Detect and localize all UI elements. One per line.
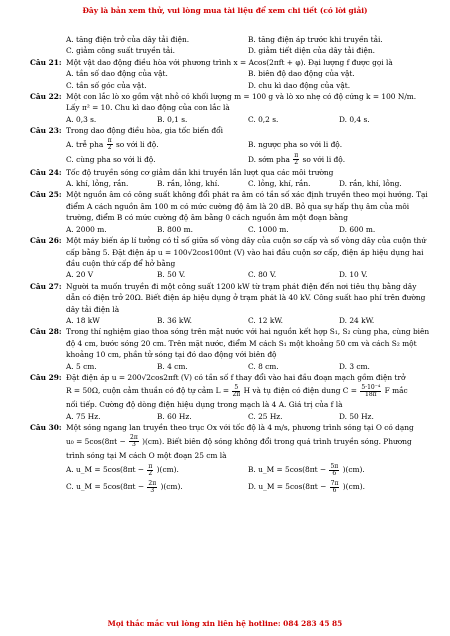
option-b: B. ngược pha so với li độ. <box>248 139 343 149</box>
option-d: D. 10 V. <box>339 270 368 280</box>
question-number: Câu 25: <box>30 190 62 200</box>
option-b: B. 4 cm. <box>157 361 188 371</box>
option-c: C. cùng pha so với li độ. <box>66 154 156 164</box>
prev-option-c: C. giảm công suất truyền tải. <box>66 46 175 56</box>
inductance-fraction: $\frac{5}{2\pi}$ <box>232 383 241 398</box>
option-d: D. 3 cm. <box>339 361 370 371</box>
option-a: A. 0,3 s. <box>66 114 97 124</box>
fraction: $\frac{\pi}{2}$ <box>294 152 299 167</box>
option-d: D. chu kì dao động của vật. <box>248 80 351 90</box>
q21-options-row2 <box>66 80 430 91</box>
question-text: Một nguồn âm có công suất không đổi phát ra âm có tần số xác định truyền theo mọi hướng. Tại điểm A cách nguồn âm 100 m có mức cường độ âm là 20 dB. Bỏ qua sự hấp thụ âm của môi trường, điểm B có mức cường độ âm bằng 0 cách nguồn âm một đoạn bằng <box>66 190 428 223</box>
q26-options <box>66 269 430 280</box>
question-text-line3: trình sóng tại M cách O một đoạn 25 cm là <box>66 450 227 460</box>
option-c: C. 0,2 s. <box>248 114 279 124</box>
banner-top: Đây là bản xem thử, vui lòng mua tài liệu để xem chi tiết (có lời giải) <box>82 6 368 15</box>
question-number: Câu 27: <box>30 281 62 291</box>
option-a: A. 20 V <box>66 270 94 280</box>
question-21 <box>30 57 430 68</box>
q30-options-row2 <box>66 478 430 495</box>
question-number: Câu 30: <box>30 423 62 433</box>
option-d: D. u_M = 5cos(8πt − $\frac{7\pi}{6}$ )(cm). <box>248 479 365 494</box>
question-27 <box>30 281 430 315</box>
option-a: A. tần số dao động của vật. <box>66 69 168 79</box>
q23-options-row1 <box>66 137 430 152</box>
fraction: $\frac{5\pi}{6}$ <box>330 462 339 477</box>
option-c: C. 8 cm. <box>248 361 279 371</box>
q27-options <box>66 315 430 326</box>
q21-options-row1 <box>66 68 430 79</box>
option-a: A. 75 Hz. <box>66 411 101 421</box>
banner-bottom: Mọi thắc mắc vui lòng xin liên hệ hotline: 084 283 45 85 <box>107 619 343 628</box>
option-a: A. 2000 m. <box>66 224 107 234</box>
option-d: D. sớm pha $\frac{\pi}{2}$ so với li độ. <box>248 152 346 167</box>
prev-options-row1 <box>66 34 430 45</box>
prev-options-row2 <box>66 45 430 56</box>
question-25 <box>30 189 430 223</box>
question-28 <box>30 326 430 360</box>
option-c: C. tần số góc của vật. <box>66 80 147 90</box>
q29-options <box>66 411 430 422</box>
question-text: Một vật dao động điều hòa với phương trình x = Acos(2πft + φ). Đại lượng f được gọi là <box>66 57 393 67</box>
capacitance-fraction: $\frac{\text{5·10⁻⁴}}{18\pi}$ <box>361 383 381 398</box>
question-number: Câu 23: <box>30 126 62 136</box>
question-number: Câu 21: <box>30 57 62 67</box>
option-c: C. 12 kW. <box>248 315 283 325</box>
option-d: D. 50 Hz. <box>339 411 374 421</box>
question-number: Câu 29: <box>30 372 62 382</box>
question-text: Tốc độ truyền sóng cơ giảm dần khi truyền lần lượt qua các môi trường <box>66 167 334 177</box>
option-b: B. biên độ dao động của vật. <box>248 69 355 79</box>
question-number: Câu 24: <box>30 167 62 177</box>
option-d: D. 24 kW. <box>339 315 375 325</box>
question-text-line3: nối tiếp. Cường độ dòng điện hiệu dụng trong mạch là 4 A. Giá trị của f là <box>66 400 343 410</box>
option-a: A. 18 kW <box>66 315 100 325</box>
q25-options <box>66 224 430 235</box>
option-c: C. 80 V. <box>248 270 277 280</box>
option-b: B. 0,1 s. <box>157 114 188 124</box>
option-c: C. 1000 m. <box>248 224 289 234</box>
option-c: C. 25 Hz. <box>248 411 283 421</box>
option-a: A. u_M = 5cos(8πt − $\frac{\pi}{2}$ )(cm). <box>66 462 179 477</box>
question-text-line1: Một sóng ngang lan truyền theo trục Ox với tốc độ là 4 m/s, phương trình sóng tại O có dạng <box>66 423 414 433</box>
fraction: $\frac{7\pi}{6}$ <box>330 479 339 494</box>
question-22 <box>30 91 430 114</box>
q30-options-row1 <box>66 461 430 478</box>
option-b: B. 36 kW. <box>157 315 193 325</box>
question-number: Câu 22: <box>30 92 62 102</box>
q23-options-row2 <box>66 152 430 167</box>
option-c: C. lỏng, khí, rắn. <box>248 179 311 189</box>
question-29 <box>30 372 430 383</box>
option-d: D. 0,4 s. <box>339 114 370 124</box>
question-text-line2: u₀ = 5cos(8πt − $\frac{2\pi}{3}$ )(cm). Biết biên độ sóng không đổi trong quá trình truyền sóng. Phương <box>66 434 412 449</box>
option-d: D. 600 m. <box>339 224 376 234</box>
phase-fraction: $\frac{2\pi}{3}$ <box>130 434 138 449</box>
question-text: Trong thí nghiệm giao thoa sóng trên mặt nước với hai nguồn kết hợp S₁, S₂ cùng pha, cùng biên độ 4 cm, bước sóng 20 cm. Trên mặt nước, điểm M cách S₁ một khoảng 50 cm và cách S₂ một khoảng 10 cm, phần tử sóng tại đó dao động với biên độ <box>66 327 430 360</box>
option-d: D. rắn, khí, lỏng. <box>339 179 402 189</box>
q22-options <box>66 114 430 125</box>
fraction: $\frac{\pi}{2}$ <box>148 462 153 477</box>
option-b: B. 60 Hz. <box>157 411 192 421</box>
fraction: $\frac{2\pi}{3}$ <box>148 479 157 494</box>
option-b: B. rắn, lỏng, khí. <box>157 179 220 189</box>
question-text-line2: R = 50Ω, cuộn cảm thuần có độ tự cảm L = $\frac{5}{2\pi}$ H và tụ điện có điện dung C = $\frac{\text{5·10⁻⁴}}{18\pi}$ F mắc <box>66 383 408 398</box>
option-b: B. u_M = 5cos(8πt − $\frac{5\pi}{6}$ )(cm). <box>248 462 365 477</box>
prev-option-d: D. giảm tiết diện của dây tải điện. <box>248 46 375 56</box>
question-text-line1: Đặt điện áp u = 200√2cos2πft (V) có tần số f thay đổi vào hai đầu đoạn mạch gồm điện trở <box>66 372 406 382</box>
question-24 <box>30 167 430 178</box>
question-26 <box>30 235 430 269</box>
q28-options <box>66 361 430 372</box>
question-text: Một máy biến áp lí tưởng có tỉ số giữa số vòng dây của cuộn sơ cấp và số vòng dây của cuộn thứ cấp bằng 5. Đặt điện áp u = 100√2cos100πt (V) vào hai đầu cuộn sơ cấp, điện áp hiệu dụng hai đầu cuộn thứ cấp để hở bằng <box>66 236 427 268</box>
question-number: Câu 26: <box>30 236 62 246</box>
question-number: Câu 28: <box>30 327 62 337</box>
option-b: B. 50 V. <box>157 270 186 280</box>
q24-options <box>66 178 430 189</box>
question-30 <box>30 422 430 433</box>
question-text: Một con lắc lò xo gồm vật nhỏ có khối lượng m = 100 g và lò xo nhẹ có độ cứng k = 100 N/m. Lấy π² = 10. Chu kì dao động của con lắc là <box>66 92 417 113</box>
option-b: B. 800 m. <box>157 224 193 234</box>
option-c: C. u_M = 5cos(8πt − $\frac{2\pi}{3}$ )(cm). <box>66 479 183 494</box>
question-text: Người ta muốn truyền đi một công suất 1200 kW từ trạm phát điện đến nơi tiêu thụ bằng dây dẫn có điện trở 20Ω. Biết điện áp hiệu dụng ở trạm phát là 40 kV. Công suất hao phí trên đường dây tải điện là <box>66 281 426 314</box>
question-list <box>30 34 430 495</box>
question-text: Trong dao động điều hòa, gia tốc biến đổi <box>66 126 223 136</box>
option-a: A. 5 cm. <box>66 361 97 371</box>
option-a: A. trễ pha $\frac{\pi}{2}$ so với li độ. <box>66 137 159 152</box>
option-a: A. khí, lỏng, rắn. <box>66 179 129 189</box>
fraction: $\frac{\pi}{2}$ <box>107 137 112 152</box>
prev-option-b: B. tăng điện áp trước khi truyền tải. <box>248 35 383 44</box>
prev-option-a: A. tăng điện trở của dây tải điện. <box>66 35 190 44</box>
question-23 <box>30 125 430 136</box>
